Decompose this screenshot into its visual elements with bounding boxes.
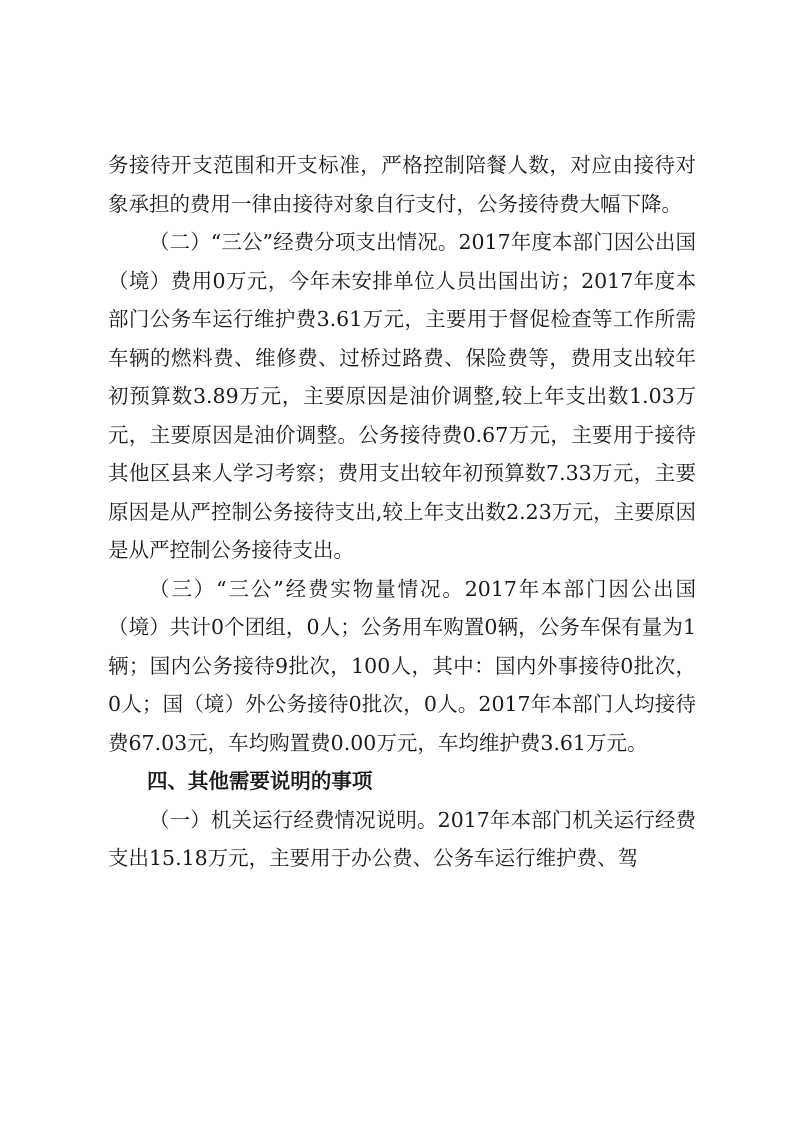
paragraph-three-public-physical-quantity: （三）“三公”经费实物量情况。2017年本部门因公出国（境）共计0个团组，0人；公务用车购置0辆，公务车保有量为1辆；国内公务接待9批次，100人，其中：国内外事接待0批次，0人；国（境）外公务接待0批次，0人。2017年本部门人均接待费67.03元，车均购置费0.00万元，车均维护费3.61万元。 (108, 576, 696, 755)
paragraph-operating-expenses: （一）机关运行经费情况说明。2017年本部门机关运行经费支出15.18万元，主要用于办公费、公务车运行维护费、驾 (108, 807, 696, 870)
document-body (108, 146, 696, 878)
section-heading-other-matters: 四、其他需要说明的事项 (146, 769, 373, 793)
paragraph-reception-continuation: 务接待开支范围和开支标准，严格控制陪餐人数，对应由接待对象承担的费用一律由接待对象自行支付，公务接待费大幅下降。 (108, 153, 696, 216)
paragraph-three-public-expenditure: （二）“三公”经费分项支出情况。2017年度本部门因公出国（境）费用0万元，今年未安排单位人员出国出访；2017年度本部门公务车运行维护费3.61万元，主要用于督促检查等工作所需车辆的燃料费、维修费、过桥过路费、保险费等，费用支出较年初预算数3.89万元，主要原因是油价调整,较上年支出数1.03万元，主要原因是油价调整。公务接待费0.67万元，主要用于接待其他区县来人学习考察；费用支出较年初预算数7.33万元，主要原因是从严控制公务接待支出,较上年支出数2.23万元，主要原因是从严控制公务接待支出。 (108, 230, 696, 562)
